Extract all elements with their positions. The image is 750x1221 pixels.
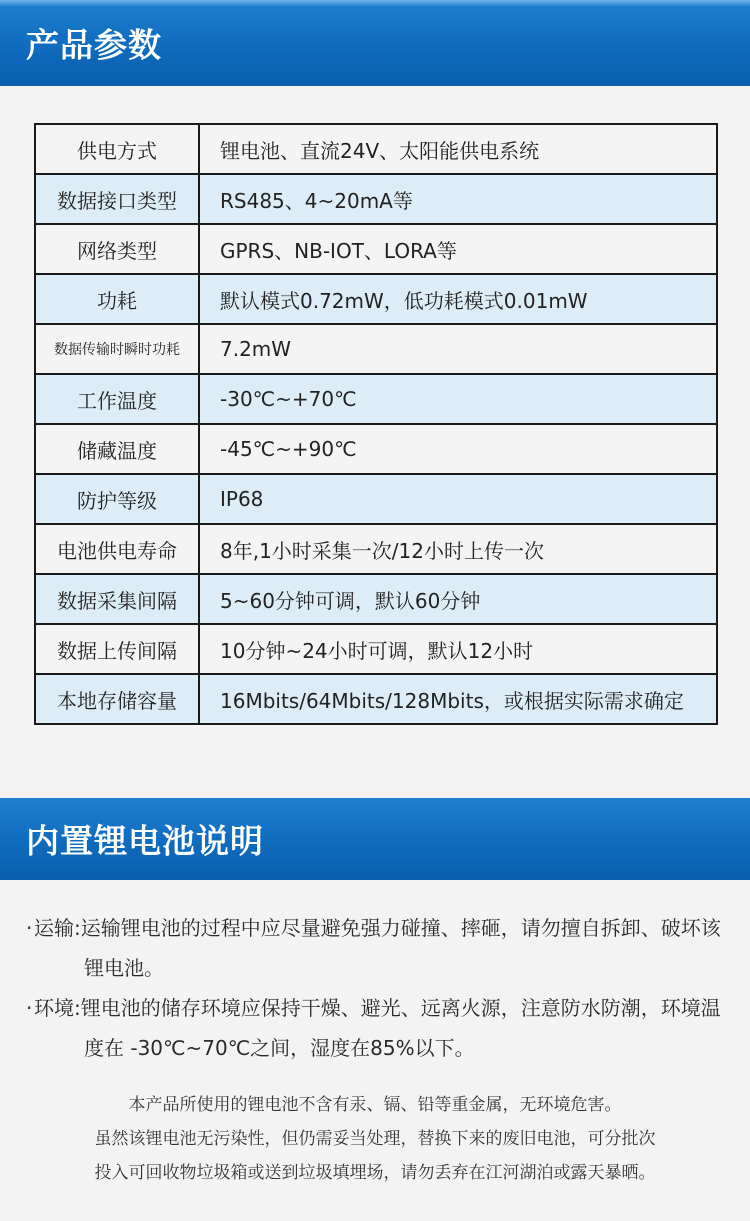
note-environment <box>26 988 726 1068</box>
spec-label: 数据接口类型 <box>35 174 199 224</box>
disposal-notice <box>40 1088 710 1190</box>
spec-label: 数据上传间隔 <box>35 624 199 674</box>
footer-line: 本产品所使用的锂电池不含有汞、镉、铅等重金属，无环境危害。 <box>128 1095 622 1115</box>
table-row <box>35 574 717 624</box>
bullet: · <box>26 916 33 940</box>
bullet: · <box>26 996 33 1020</box>
spec-value: 7.2mW <box>199 324 717 374</box>
note-text: 环境:锂电池的储存环境应保持干燥、避光、远离火源，注意防水防潮，环境温度在 -30℃~70℃之间，湿度在85%以下。 <box>34 996 721 1060</box>
table-row <box>35 274 717 324</box>
spec-value: RS485、4~20mA等 <box>199 174 717 224</box>
spec-value: 默认模式0.72mW，低功耗模式0.01mW <box>199 274 717 324</box>
section-header-battery-info <box>0 798 750 880</box>
section-title: 产品参数 <box>26 25 162 65</box>
table-row <box>35 674 717 724</box>
spec-label: 功耗 <box>35 274 199 324</box>
spec-label: 网络类型 <box>35 224 199 274</box>
table-row <box>35 624 717 674</box>
table-row <box>35 424 717 474</box>
spec-value: 10分钟~24小时可调，默认12小时 <box>199 624 717 674</box>
spec-value: -30℃~+70℃ <box>199 374 717 424</box>
table-row <box>35 174 717 224</box>
battery-notes <box>26 908 726 1068</box>
spec-label: 储藏温度 <box>35 424 199 474</box>
table-row <box>35 324 717 374</box>
spec-value: IP68 <box>199 474 717 524</box>
footer-line: 投入可回收物垃圾箱或送到垃圾填埋场，请勿丢弃在江河湖泊或露天暴晒。 <box>94 1163 656 1183</box>
spec-label: 数据采集间隔 <box>35 574 199 624</box>
spec-label: 供电方式 <box>35 124 199 174</box>
spec-value: 8年,1小时采集一次/12小时上传一次 <box>199 524 717 574</box>
section-title: 内置锂电池说明 <box>26 821 264 861</box>
spec-value: -45℃~+90℃ <box>199 424 717 474</box>
spec-label: 电池供电寿命 <box>35 524 199 574</box>
spec-label: 防护等级 <box>35 474 199 524</box>
spec-value: 锂电池、直流24V、太阳能供电系统 <box>199 124 717 174</box>
note-transport <box>26 908 726 988</box>
table-row <box>35 374 717 424</box>
spec-table <box>34 123 718 725</box>
table-row <box>35 524 717 574</box>
spec-value: 5~60分钟可调，默认60分钟 <box>199 574 717 624</box>
spec-label: 数据传输时瞬时功耗 <box>35 324 199 374</box>
spec-label: 本地存储容量 <box>35 674 199 724</box>
section-header-product-params <box>0 0 750 86</box>
footer-line: 虽然该锂电池无污染性，但仍需妥当处理，替换下来的废旧电池，可分批次 <box>94 1129 656 1149</box>
spec-label: 工作温度 <box>35 374 199 424</box>
table-row <box>35 474 717 524</box>
spec-value: GPRS、NB-IOT、LORA等 <box>199 224 717 274</box>
header-top-stripe <box>0 0 750 6</box>
table-row <box>35 224 717 274</box>
table-row <box>35 124 717 174</box>
spec-value: 16Mbits/64Mbits/128Mbits，或根据实际需求确定 <box>199 674 717 724</box>
note-text: 运输:运输锂电池的过程中应尽量避免强力碰撞、摔砸，请勿擅自拆卸、破坏该锂电池。 <box>34 916 721 980</box>
